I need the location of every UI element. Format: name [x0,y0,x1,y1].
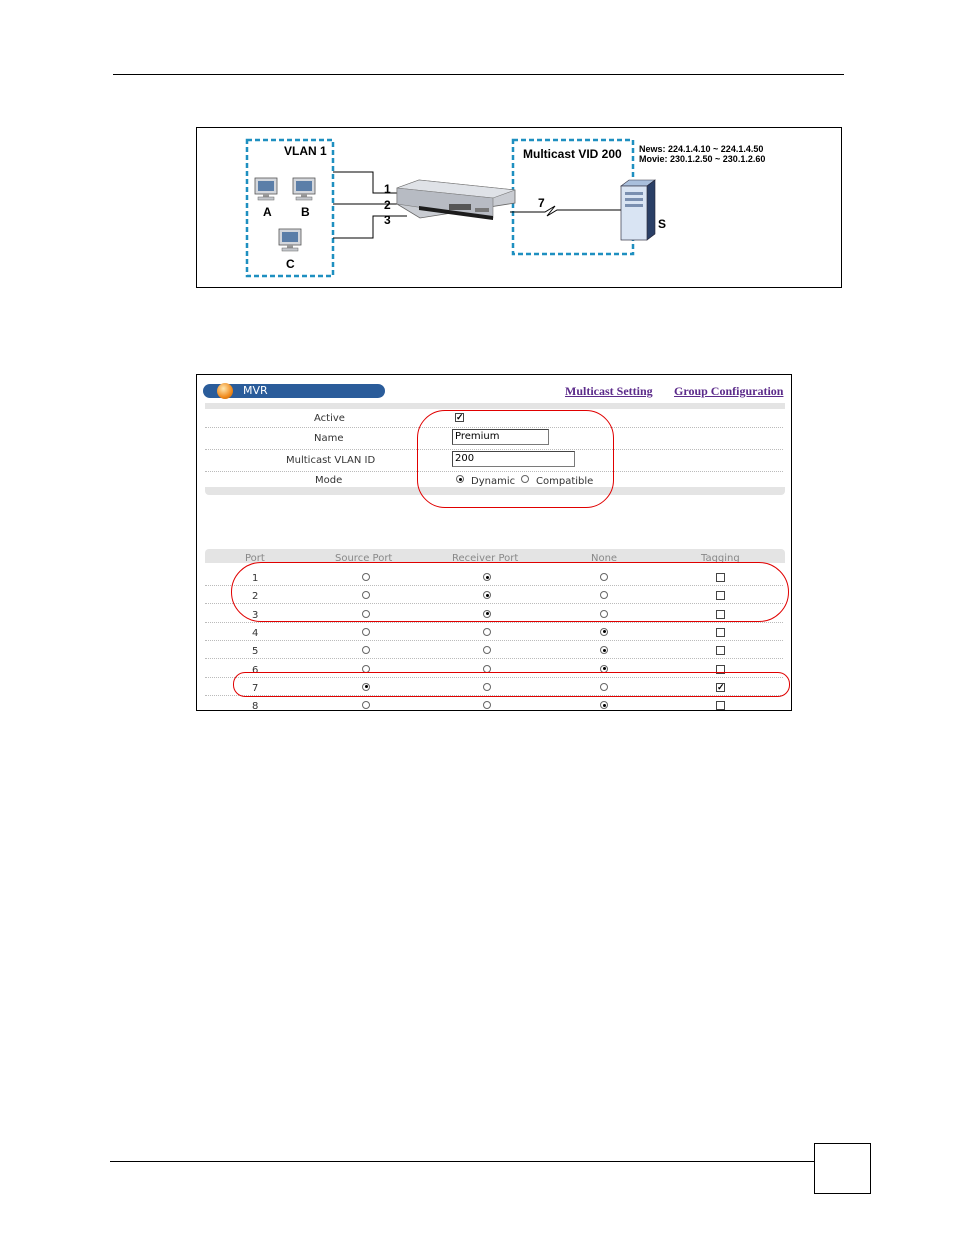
table-row-divider [205,640,783,641]
switch-icon [397,180,515,220]
port-7-label: 7 [538,196,545,210]
mode-dynamic-label: Dynamic [471,476,516,487]
multicast-setting-link[interactable]: Multicast Setting [565,384,653,398]
header-source-port: Source Port [335,553,393,564]
multicast-vid-label: Multicast VID 200 [523,147,622,161]
mvr-title: MVR [243,384,268,397]
receiver-port-radio[interactable] [483,701,491,709]
port-number: 5 [252,646,259,658]
movie-range-label: Movie: 230.1.2.50 ~ 230.1.2.60 [639,154,766,164]
tagging-checkbox[interactable]: ✓ [717,681,725,692]
active-label: Active [314,413,345,424]
source-port-radio[interactable] [362,628,370,636]
port-number: 4 [252,627,259,639]
port-number: 8 [252,701,259,711]
header-port: Port [245,553,265,564]
header-receiver-port: Receiver Port [452,553,519,564]
news-range-label: News: 224.1.4.10 ~ 224.1.4.50 [639,144,764,154]
header-rule [113,74,844,75]
vlan-box [247,140,333,276]
cable-3 [333,216,407,238]
active-checkbox[interactable]: ✓ [456,412,464,422]
tagging-checkbox[interactable] [716,628,725,637]
name-label: Name [314,433,344,444]
mvr-orb-icon [217,383,233,399]
port-3-label: 3 [384,213,391,227]
port-number: 3 [252,609,259,621]
cable-1 [333,172,407,193]
table-row-divider [205,658,783,659]
port-1-label: 1 [384,182,391,196]
port-number: 2 [252,591,259,603]
receiver-ports-highlight-ring [231,562,789,622]
page-number-box [814,1143,871,1194]
multicast-vlan-id-input[interactable]: 200 [452,451,575,467]
vlan-label: VLAN 1 [284,144,327,158]
server-label: S [658,217,667,231]
mode-label: Mode [315,475,343,486]
cable-7 [510,206,622,216]
source-port-radio[interactable] [362,646,370,654]
host-b-label: B [301,205,310,219]
receiver-port-radio[interactable] [483,628,491,636]
port-number: 1 [252,573,259,584]
port-number: 6 [252,664,259,676]
port-2-label: 2 [384,198,391,212]
tagging-checkbox[interactable] [716,646,725,655]
none-radio[interactable] [600,701,608,709]
computer-a-icon [255,178,277,200]
host-a-label: A [263,205,272,219]
group-configuration-link[interactable]: Group Configuration [674,384,784,398]
mvr-screen-figure [196,374,792,711]
settings-highlight-ring [417,410,614,508]
computer-c-icon [279,229,301,251]
mode-compatible-label: Compatible [536,476,594,487]
footer-rule [110,1161,814,1162]
multicast-vlan-id-label: Multicast VLAN ID [286,455,376,466]
header-none: None [591,553,618,564]
source-port-highlight-ring [233,672,790,697]
server-icon [621,180,655,240]
host-c-label: C [286,257,295,271]
receiver-port-radio[interactable] [483,646,491,654]
port-number: 7 [252,682,259,694]
network-diagram-figure [196,127,842,288]
header-tagging: Tagging [701,553,740,564]
source-port-radio[interactable] [362,701,370,709]
none-radio[interactable] [600,628,608,636]
tagging-checkbox[interactable] [716,701,725,710]
name-input[interactable]: Premium [452,429,549,445]
computer-b-icon [293,178,315,200]
none-radio[interactable] [600,646,608,654]
